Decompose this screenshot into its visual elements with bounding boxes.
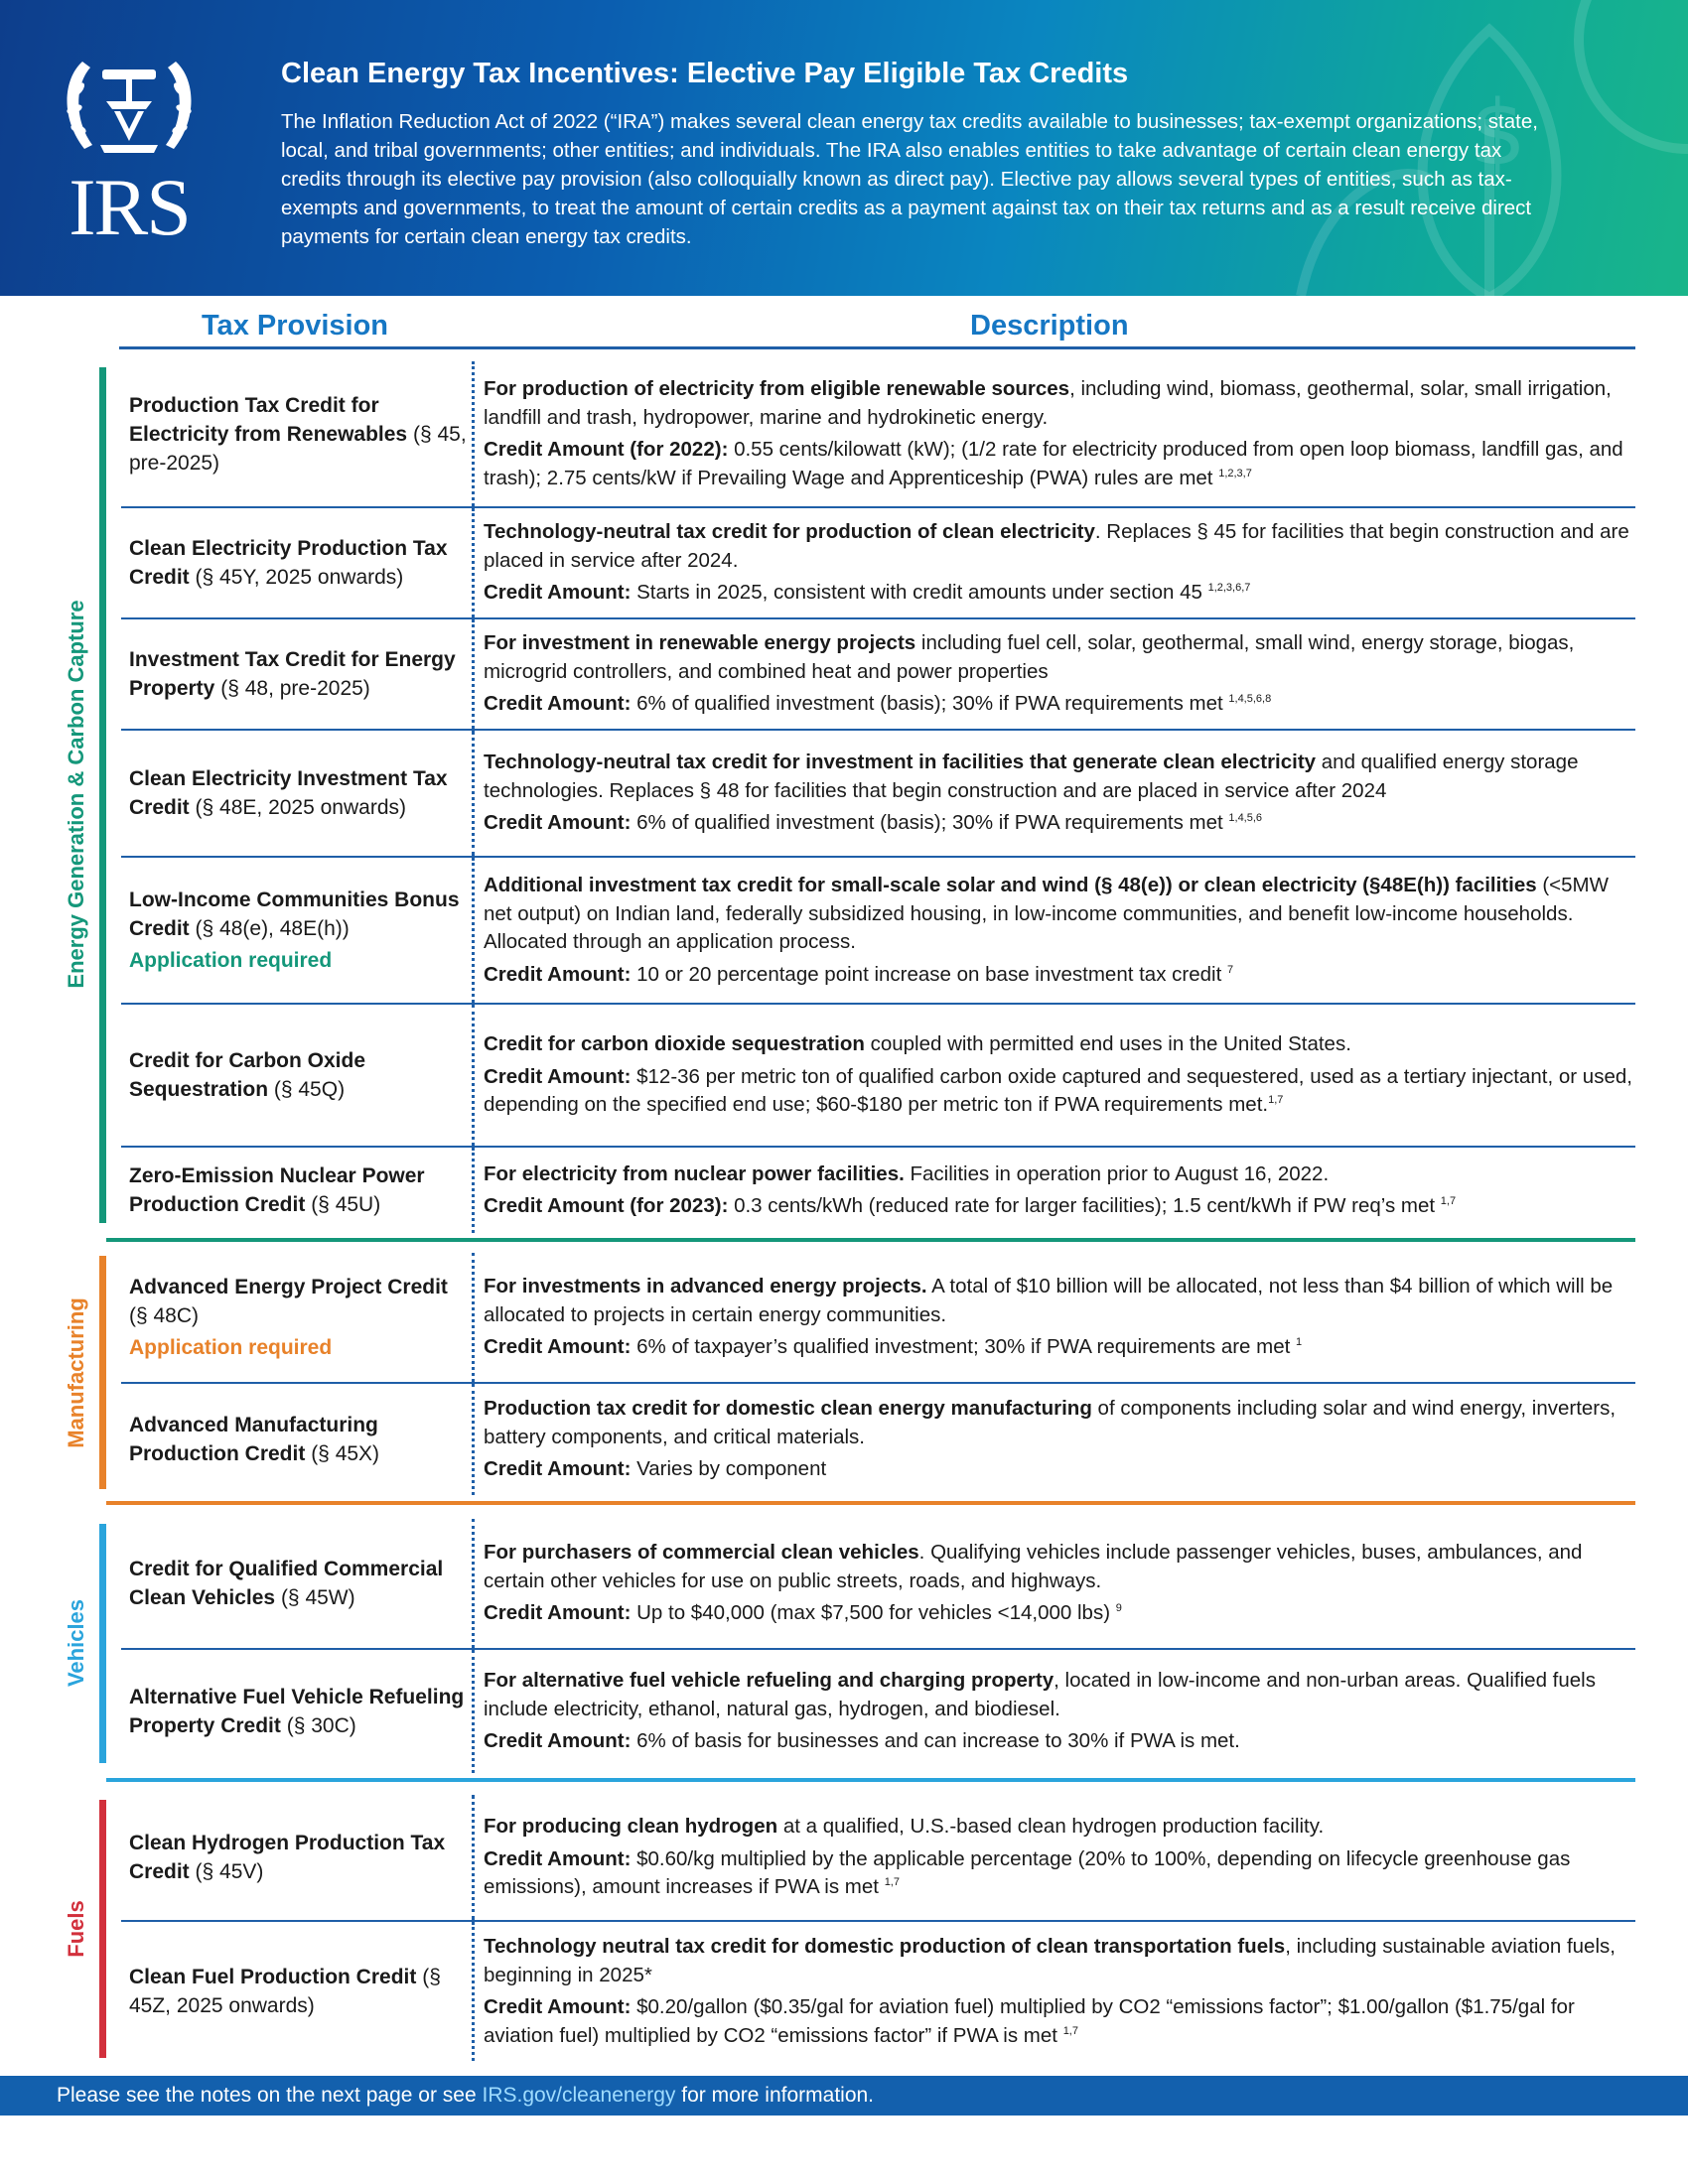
page-title: Clean Energy Tax Incentives: Elective Pay Eligible Tax Credits — [281, 58, 1129, 89]
footnote-ref: 1,4,5,6 — [1228, 812, 1263, 825]
provision-name: Clean Fuel Production Credit (§ 45Z, 2025 onwards) — [129, 1966, 441, 2017]
table-row — [121, 1253, 1635, 1384]
provision-cell — [129, 1922, 472, 2061]
application-required-note: Application required — [129, 949, 333, 972]
table-row — [121, 1922, 1635, 2061]
table-row — [121, 1795, 1635, 1922]
provision-cell — [129, 1650, 472, 1773]
table-row — [121, 1148, 1635, 1233]
footer-note: Please see the notes on the next page or see IRS.gov/cleanenergy for more information. — [57, 2084, 875, 2107]
provision-name: Alternative Fuel Vehicle Refueling Property Credit (§ 30C) — [129, 1686, 465, 1737]
irs-logo — [55, 50, 204, 252]
section-bar-manufacturing — [99, 1256, 106, 1489]
provision-cell — [129, 858, 472, 1003]
footnote-ref: 1,2,3,6,7 — [1207, 582, 1251, 595]
provision-name: Clean Hydrogen Production Tax Credit (§ 45V) — [129, 1832, 446, 1883]
provision-name: Investment Tax Credit for Energy Property (§ 48, pre-2025) — [129, 648, 456, 700]
section-bar-energy — [99, 367, 106, 1223]
section-label-energy: Energy Generation & Carbon Capture — [64, 600, 88, 989]
column-header-description: Description — [970, 310, 1129, 341]
description-cell: Additional investment tax credit for small-scale solar and wind (§ 48(e)) or clean electricity (§48E(h)) facilities (<5MW net output) on Indian land, federally subsidized housing, in low-income communities, and benefit low-income households. Allocated through an application process. Credit Amount: 10 or 20 percentage point increase on base investment tax credit $^7$ — [484, 874, 1609, 986]
section-divider-vehicles — [106, 1778, 1635, 1782]
section-bar-fuels — [99, 1800, 106, 2058]
provision-name: Clean Electricity Production Tax Credit (§ 45Y, 2025 onwards) — [129, 537, 448, 589]
description-cell: Production tax credit for domestic clean energy manufacturing of components including solar and wind energy, inverters, battery components, and critical materials. Credit Amount: Varies by component — [484, 1397, 1617, 1481]
header-banner — [0, 0, 1688, 296]
provision-cell — [129, 1384, 472, 1495]
footnote-ref: 7 — [1226, 963, 1234, 976]
provision-cell — [129, 1795, 472, 1920]
provision-cell — [129, 619, 472, 729]
description-cell: Credit for carbon dioxide sequestration coupled with permitted end uses in the United States. Credit Amount: $12-36 per metric ton of qualified carbon oxide captured and sequestered, used as a tertiary injectant, or used, depending on the specified end use; $60-$180 per metric ton if PWA requirements met.$^{1,7}$ — [484, 1032, 1632, 1117]
description-cell: For producing clean hydrogen at a qualified, U.S.-based clean hydrogen production facility. Credit Amount: $0.60/kg multiplied by the applicable percentage (20% to 100%, depending on lifecycle greenhouse gas emissions), amount increases if PWA is met $^{1,7}$ — [484, 1815, 1571, 1899]
footnote-ref: 1,7 — [1268, 1094, 1284, 1107]
provision-name: Advanced Manufacturing Production Credit (§ 45X) — [129, 1414, 380, 1465]
section-divider-manufacturing — [106, 1501, 1635, 1505]
provision-name: Credit for Qualified Commercial Clean Vehicles (§ 45W) — [129, 1558, 444, 1609]
table-row — [121, 361, 1635, 508]
provision-cell — [129, 1148, 472, 1233]
description-cell: For electricity from nuclear power facilities. Facilities in operation prior to August 16, 2022. Credit Amount (for 2023): 0.3 cents/kWh (reduced rate for larger facilities); 1.5 cent/kWh if PW req’s met $^{1,7}$ — [484, 1161, 1457, 1217]
footnote-ref: 1,4,5,6,8 — [1228, 693, 1272, 706]
table-row — [121, 1650, 1635, 1773]
provision-cell — [129, 1005, 472, 1146]
description-cell: For investments in advanced energy projects. A total of $10 billion will be allocated, not less than $4 billion of which will be allocated to projects in certain energy communities. Credit Amount: 6% of taxpayer’s qualified investment; 30% if PWA requirements are met $^1$ — [484, 1275, 1614, 1359]
provision-name: Advanced Energy Project Credit (§ 48C) — [129, 1276, 448, 1327]
provision-name: Production Tax Credit for Electricity from Renewables (§ 45, pre-2025) — [129, 393, 467, 475]
irs-wordmark: IRS — [69, 162, 190, 252]
description-cell: Technology-neutral tax credit for production of clean electricity. Replaces § 45 for facilities that begin construction and are placed in service after 2024. Credit Amount: Starts in 2025, consistent with credit amounts under section 45 $^{1,2,3,6,7}$ — [484, 520, 1629, 605]
table-row — [121, 508, 1635, 619]
intro-paragraph: The Inflation Reduction Act of 2022 (“IRA”) makes several clean energy tax credits available to businesses; tax-exempt organizations; state, local, and tribal governments; other entities; and individuals. The IRA also enables entities to take advantage of certain clean energy tax credits through its elective pay provision (also colloquially known as direct pay). Elective pay allows several types of entities, such as tax-exempts and governments, to treat the amount of certain credits as a payment against tax on their tax returns and as a result receive direct payments for certain clean energy tax credits. — [281, 110, 1538, 248]
footnote-ref: 1,7 — [1062, 2024, 1078, 2037]
section-bar-vehicles — [99, 1524, 106, 1763]
provision-name: Credit for Carbon Oxide Sequestration (§ 45Q) — [129, 1049, 366, 1101]
description-cell: For production of electricity from eligible renewable sources, including wind, biomass, geothermal, solar, small irrigation, landfill and trash, hydropower, marine and hydrokinetic energy. Credit Amount (for 2022): 0.55 cents/kilowatt (kW); (1/2 rate for electricity produced from open loop biomass, landfill gas, and trash); 2.75 cents/kW if Prevailing Wage and Apprenticeship (PWA) rules are met $^{1,2,3,7}$ — [484, 377, 1623, 489]
footnote-ref: 1,2,3,7 — [1218, 467, 1252, 479]
svg-text:$: $ — [1470, 81, 1527, 186]
table-row — [121, 1384, 1635, 1495]
column-header-provision: Tax Provision — [202, 310, 389, 341]
table-row — [121, 858, 1635, 1005]
table-row — [121, 1519, 1635, 1650]
footer-bar — [0, 2076, 1688, 2116]
footnote-ref: 9 — [1115, 1602, 1122, 1615]
table-row — [121, 1005, 1635, 1148]
eagle-emblem-icon — [55, 50, 204, 169]
footnote-ref: 1,7 — [1440, 1195, 1457, 1208]
description-cell: Technology neutral tax credit for domestic production of clean transportation fuels, including sustainable aviation fuels, beginning in 2025* Credit Amount: $0.20/gallon ($0.35/gal for aviation fuel) multiplied by CO2 “emissions factor”; $1.00/gallon ($1.75/gal for aviation fuel) multiplied by CO2 “emissions factor” if PWA is met $^{1,7}$ — [484, 1935, 1616, 2047]
provision-cell — [129, 1253, 472, 1382]
application-required-note: Application required — [129, 1336, 333, 1359]
section-label-fuels: Fuels — [64, 1900, 88, 1958]
description-cell: Technology-neutral tax credit for investment in facilities that generate clean electricity and qualified energy storage technologies. Replaces § 48 for facilities that begin construction and are placed in service after 2024 Credit Amount: 6% of qualified investment (basis); 30% if PWA requirements met $^{1,4,5,6}$ — [484, 751, 1579, 835]
provision-cell — [129, 731, 472, 856]
provision-cell — [129, 1519, 472, 1648]
provision-name: Low-Income Communities Bonus Credit (§ 48(e), 48E(h)) — [129, 888, 460, 940]
header-rule — [119, 346, 1635, 349]
provision-cell — [129, 361, 472, 506]
section-label-manufacturing: Manufacturing — [64, 1297, 88, 1448]
description-cell: For purchasers of commercial clean vehicles. Qualifying vehicles include passenger vehicles, buses, ambulances, and certain other vehicles for use on public streets, roads, and highways. Credit Amount: Up to $40,000 (max $7,500 for vehicles <14,000 lbs) $^9$ — [484, 1541, 1583, 1625]
description-cell: For investment in renewable energy projects including fuel cell, solar, geothermal, small wind, energy storage, biogas, microgrid controllers, and combined heat and power properties Credit Amount: 6% of qualified investment (basis); 30% if PWA requirements met $^{1,4,5,6,8}$ — [484, 631, 1575, 716]
section-divider-energy — [106, 1238, 1635, 1242]
table-row — [121, 619, 1635, 731]
provision-name: Clean Electricity Investment Tax Credit (§ 48E, 2025 onwards) — [129, 767, 448, 819]
table-row — [121, 731, 1635, 858]
description-cell: For alternative fuel vehicle refueling and charging property, located in low-income and non-urban areas. Qualified fuels include electricity, ethanol, natural gas, hydrogen, and biodiesel. Credit Amount: 6% of basis for businesses and can increase to 30% if PWA is met. — [484, 1669, 1596, 1753]
footnote-ref: 1 — [1296, 1336, 1303, 1349]
provision-cell — [129, 508, 472, 617]
section-label-vehicles: Vehicles — [64, 1598, 88, 1688]
irs-cleanenergy-link[interactable]: IRS.gov/cleanenergy — [482, 2084, 676, 2107]
footnote-ref: 1,7 — [884, 1876, 900, 1889]
provision-name: Zero-Emission Nuclear Power Production Credit (§ 45U) — [129, 1164, 425, 1216]
